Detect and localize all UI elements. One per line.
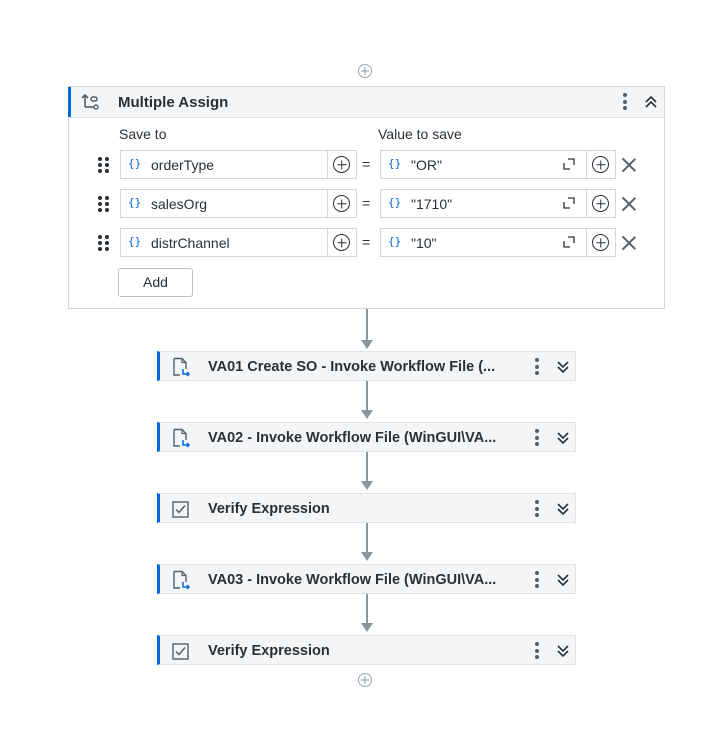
save-to-field[interactable] [120,228,357,257]
collapse-chevron-icon[interactable] [644,95,658,109]
add-activity-top-icon[interactable] [358,64,372,78]
save-to-column-label: Save to [119,126,167,142]
expression-braces-icon: {} [388,196,402,209]
add-activity-bottom-icon[interactable] [358,673,372,687]
remove-row-icon[interactable] [621,235,637,251]
save-to-value: distrChannel [151,235,230,251]
more-options-icon[interactable] [535,358,539,376]
expand-chevron-icon[interactable] [556,644,570,658]
more-options-icon[interactable] [535,642,539,660]
connector-line [366,452,368,482]
value-to-save-value: "OR" [411,157,442,173]
multiple-assign-header[interactable] [69,87,664,118]
connector-arrow-icon [361,410,373,419]
plus-circle-icon [592,195,609,212]
value-to-save-value: "1710" [411,196,453,212]
plus-circle-icon [592,234,609,251]
invoke-workflow-icon [171,357,191,377]
checkbox-icon [171,499,191,519]
value-plus-button[interactable] [586,151,615,178]
save-to-plus-button[interactable] [327,229,356,256]
multiple-assign-icon [81,93,101,111]
activity-verify-expression-1[interactable] [157,493,576,523]
multiple-assign-activity[interactable] [68,86,665,309]
multiple-assign-title: Multiple Assign [118,94,229,111]
more-options-icon[interactable] [535,429,539,447]
save-to-value: orderType [151,157,215,173]
invoke-workflow-icon [171,428,191,448]
activity-title: Verify Expression [208,643,330,659]
plus-circle-icon [592,156,609,173]
connector-line [366,523,368,553]
connector-arrow-icon [361,623,373,632]
expand-chevron-icon[interactable] [556,502,570,516]
assign-row [69,189,664,219]
assign-row [69,228,664,258]
activity-invoke-va01[interactable] [157,351,576,381]
value-to-save-field[interactable] [380,189,616,218]
value-plus-button[interactable] [586,190,615,217]
value-to-save-value: "10" [411,235,437,251]
activity-title: VA03 - Invoke Workflow File (WinGUI\VA... [208,572,497,588]
save-to-field[interactable] [120,189,357,218]
remove-row-icon[interactable] [621,196,637,212]
expand-chevron-icon[interactable] [556,573,570,587]
drag-handle-icon[interactable] [98,235,110,251]
drag-handle-icon[interactable] [98,157,110,173]
value-to-save-field[interactable] [380,150,616,179]
value-to-save-column-label: Value to save [378,126,462,142]
save-to-value: salesOrg [151,196,208,212]
save-to-plus-button[interactable] [327,151,356,178]
value-plus-button[interactable] [586,229,615,256]
connector-line [366,309,368,341]
expression-braces-icon: {} [128,157,142,170]
expand-editor-icon[interactable] [563,236,575,248]
save-to-field[interactable] [120,150,357,179]
equals-sign: = [362,156,371,172]
assign-row [69,150,664,180]
connector-line [366,381,368,411]
connector-arrow-icon [361,481,373,490]
equals-sign: = [362,195,371,211]
more-options-icon[interactable] [535,500,539,518]
expand-editor-icon[interactable] [563,158,575,170]
add-row-button[interactable]: Add [118,268,193,297]
invoke-workflow-icon [171,570,191,590]
activity-title: VA02 - Invoke Workflow File (WinGUI\VA... [208,430,497,446]
drag-handle-icon[interactable] [98,196,110,212]
connector-arrow-icon [361,340,373,349]
activity-invoke-va02[interactable] [157,422,576,452]
activity-invoke-va03[interactable] [157,564,576,594]
expression-braces-icon: {} [388,157,402,170]
more-options-icon[interactable] [535,571,539,589]
expression-braces-icon: {} [128,196,142,209]
more-options-icon[interactable] [623,93,627,111]
remove-row-icon[interactable] [621,157,637,173]
checkbox-icon [171,641,191,661]
save-to-plus-button[interactable] [327,190,356,217]
activity-title: VA01 Create SO - Invoke Workflow File (... [208,359,496,375]
expand-chevron-icon[interactable] [556,360,570,374]
value-to-save-field[interactable] [380,228,616,257]
plus-circle-icon [333,234,350,251]
plus-circle-icon [333,156,350,173]
equals-sign: = [362,234,371,250]
selection-accent-bar [68,87,71,117]
activity-title: Verify Expression [208,501,330,517]
expand-editor-icon[interactable] [563,197,575,209]
expression-braces-icon: {} [128,235,142,248]
connector-arrow-icon [361,552,373,561]
expand-chevron-icon[interactable] [556,431,570,445]
plus-circle-icon [333,195,350,212]
activity-verify-expression-2[interactable] [157,635,576,665]
connector-line [366,594,368,624]
expression-braces-icon: {} [388,235,402,248]
